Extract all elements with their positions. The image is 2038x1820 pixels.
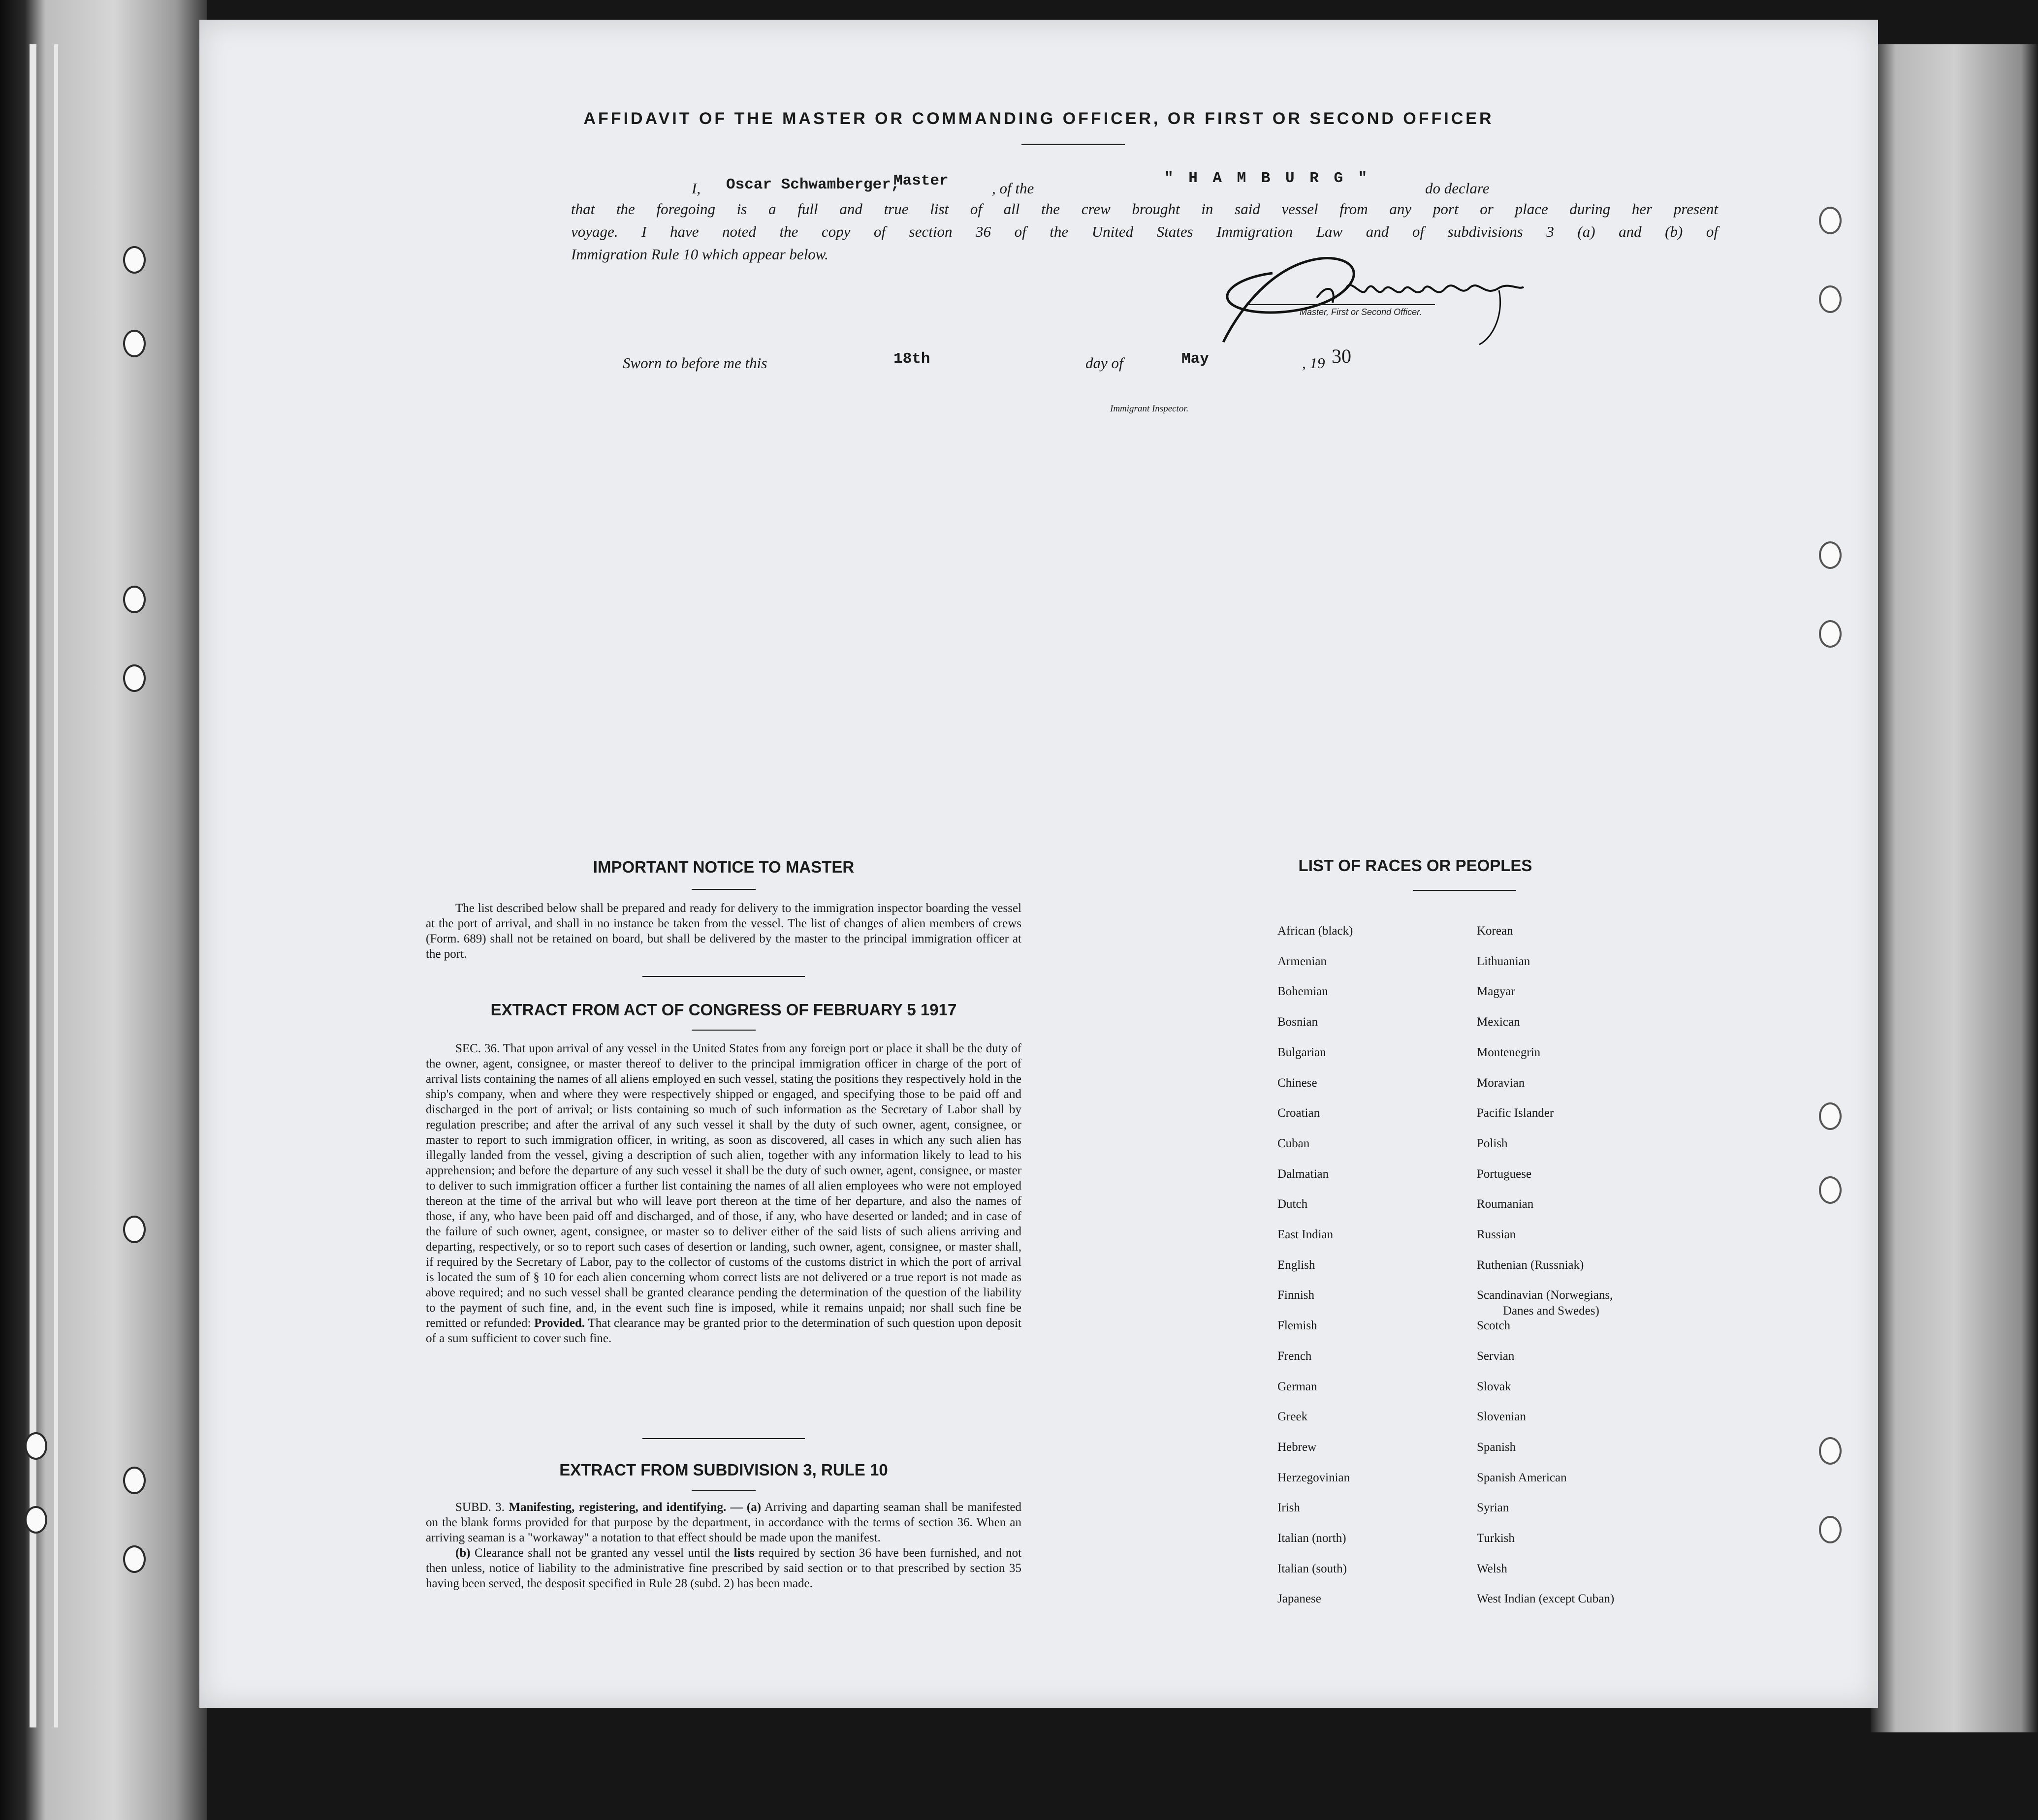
- race-right-item: Korean: [1477, 924, 1513, 938]
- notice-divider: [692, 889, 756, 890]
- race-right-item: Slovenian: [1477, 1410, 1526, 1424]
- race-left-item: Herzegovinian: [1277, 1471, 1350, 1484]
- punch-hole: [123, 246, 146, 274]
- declaration-line-3: voyage. I have noted the copy of section 36 of the United States Immigration Law and of subdivisions 3 (a) and (b) of: [571, 223, 1718, 240]
- act-title: EXTRACT FROM ACT OF CONGRESS OF FEBRUARY 5 1917: [490, 1001, 957, 1019]
- notice-body: The list described below shall be prepared and ready for delivery to the immigration inspector boarding the vessel at the port of arrival, and shall in no instance be taken from the vessel. The list of changes of alien members of crews (Form. 689) shall not be retained on board, but shall be delivered by the master to the principal immigration officer at the port.: [426, 902, 1021, 961]
- affidavit-title: AFFIDAVIT OF THE MASTER OR COMMANDING OFFICER, OR FIRST OR SECOND OFFICER: [583, 109, 1494, 128]
- affidavit-page: [199, 20, 1878, 1708]
- signer-caption-master: Master,: [1300, 307, 1329, 317]
- day-of-label: day of: [1085, 354, 1123, 372]
- vessel-name: " H A M B U R G ": [1164, 170, 1370, 187]
- do-declare-label: do declare: [1425, 180, 1490, 197]
- act-provided: Provided.: [534, 1317, 585, 1330]
- act-body-text: SEC. 36. That upon arrival of any vessel in the United States from any foreign port or place it shall be the duty of the owner, agent, consignee, or master thereof to deliver to the principal immigration officer in charge of the port of arrival lists containing the names of all aliens employed en such vessel, stating the positions they respectively hold in the ship's company, when and where they were respectively shipped or engaged, and specifying those to be paid off and discharged in the port of arrival; or lists containing so much of such information as the Secretary of Labor shall by regulation prescribe; and after the arrival of any such vessel it shall by the duty of such owner, agent, consignee, or master to report to such immigration officer, in writing, as soon as discovered, all cases in which any such alien has illegally landed from the vessel, giving a description of such alien, together with any information likely to lead to his apprehension; and before the departure of any such vessel it shall be the duty of such owner, agent, consignee, or master to deliver to such immigration officer a further list containing the names of all alien employees who were not employed thereon at the time of the arrival but who will leave port thereon at the time of her departure, and also the names of those, if any, who have been paid off and discharged, and of those, if any, who have deserted or landed; and in case of the failure of such owner, agent, consignee, or master so to deliver either of the said lists of such aliens arriving and departing, respectively, or so to report such cases of desertion or landing, such owner, agent, consignee, or master shall, if required by the Secretary of Labor, pay to the collector of customs of the customs district in which the port of arrival is located the sum of § 10 for each alien concerning whom correct lists are not delivered or a true report is not made as above required; and no such vessel shall be granted clearance pending the determination of the question of the liability to the payment of such fine, and, in the event such fine is imposed, while it remains unpaid; nor shall such fine be remitted or refunded:: [426, 1042, 1021, 1330]
- year-prefix: , 19: [1302, 354, 1325, 372]
- right-binder-edge: [1871, 44, 2038, 1732]
- race-right-item: Moravian: [1477, 1076, 1525, 1090]
- subd-a-body: Arriving and daparting seaman shall be manifested on the blank forms provided for that purpose by the department, in accordance with the terms of section 36. When an arriving seaman is a "workaway" a notation to that effect should be made upon the manifest.: [426, 1501, 1022, 1544]
- race-left-item: Hebrew: [1277, 1440, 1317, 1454]
- subdivision-divider: [692, 1490, 756, 1491]
- inspector-caption: Immigrant Inspector.: [1110, 404, 1189, 414]
- race-left-item: Finnish: [1277, 1288, 1315, 1302]
- year-handwritten: 30: [1332, 345, 1351, 367]
- race-left-item: Dalmatian: [1277, 1167, 1329, 1181]
- race-right-item: Pacific Islander: [1477, 1106, 1554, 1120]
- declaration-line-4: Immigration Rule 10 which appear below.: [571, 246, 828, 263]
- punch-hole: [1819, 285, 1842, 313]
- punch-hole: [1819, 1102, 1842, 1130]
- subdivision-para-a: [426, 1500, 1021, 1545]
- race-right-item: Montenegrin: [1477, 1045, 1541, 1059]
- race-right-item: Syrian: [1477, 1501, 1509, 1515]
- race-left-item: Armenian: [1277, 954, 1327, 968]
- race-left-item: East Indian: [1277, 1228, 1334, 1241]
- race-left-item: Chinese: [1277, 1076, 1317, 1090]
- race-right-item: Magyar: [1477, 985, 1515, 999]
- punch-hole: [25, 1432, 47, 1460]
- sworn-label: Sworn to before me this: [623, 354, 767, 372]
- race-left-item: Bohemian: [1277, 985, 1328, 999]
- declarant-prefix: I,: [692, 180, 701, 197]
- race-left-item: African (black): [1277, 924, 1353, 938]
- act-body-end: That clearance may be granted prior to the determination of such question upon deposit of a sum sufficient to cover such fine.: [426, 1317, 1021, 1345]
- race-right-item: Lithuanian: [1477, 954, 1530, 968]
- race-right-item: Turkish: [1477, 1532, 1515, 1545]
- subdivision-title: EXTRACT FROM SUBDIVISION 3, RULE 10: [559, 1461, 888, 1479]
- race-right-item: Russian: [1477, 1228, 1516, 1241]
- race-left-item: Cuban: [1277, 1136, 1310, 1150]
- of-the-label: , of the: [992, 180, 1034, 197]
- declarant-rank: Master: [893, 172, 949, 189]
- subd-lead: SUBD. 3.: [455, 1501, 505, 1514]
- master-signature: [1204, 244, 1528, 352]
- section-divider: [642, 1438, 805, 1439]
- section-divider: [642, 976, 805, 977]
- race-right-item: Spanish: [1477, 1440, 1516, 1454]
- race-right-item: Welsh: [1477, 1562, 1507, 1575]
- punch-hole: [1819, 1516, 1842, 1543]
- race-left-item: Dutch: [1277, 1197, 1308, 1211]
- race-left-item: Flemish: [1277, 1319, 1317, 1333]
- signature-line: [1248, 304, 1435, 305]
- signer-caption-officer: First or Second Officer.: [1331, 307, 1422, 317]
- punch-hole: [123, 664, 146, 692]
- subdivision-para-b: [426, 1545, 1021, 1591]
- punch-hole: [123, 330, 146, 357]
- notice-title: IMPORTANT NOTICE TO MASTER: [593, 858, 855, 876]
- sworn-day: 18th: [893, 350, 930, 368]
- race-left-item: Irish: [1277, 1501, 1300, 1515]
- race-right-item: Scandinavian (Norwegians,: [1477, 1288, 1613, 1302]
- act-divider: [692, 1030, 756, 1031]
- act-body: [426, 1041, 1021, 1346]
- subd-b-lists: lists: [733, 1546, 755, 1560]
- punch-hole: [1819, 620, 1842, 648]
- race-left-item: Italian (south): [1277, 1562, 1347, 1575]
- punch-hole: [25, 1506, 47, 1534]
- binder-strip: [30, 44, 36, 1727]
- binder-strip: [54, 44, 58, 1727]
- subd-b-pre: Clearance shall not be granted any vessel until the: [474, 1546, 730, 1560]
- left-binder-edge: [0, 0, 207, 1820]
- subd-heading: Manifesting, registering, and identifying.: [509, 1501, 727, 1514]
- race-scandinavian-continued: Danes and Swedes): [1503, 1304, 1599, 1318]
- races-title: LIST OF RACES OR PEOPLES: [1298, 856, 1532, 875]
- race-left-item: English: [1277, 1258, 1315, 1272]
- race-right-item: Portuguese: [1477, 1167, 1532, 1181]
- declaration-line-2: that the foregoing is a full and true list of all the crew brought in said vessel from any port or place during her present: [571, 200, 1718, 218]
- sworn-month: May: [1181, 350, 1209, 368]
- punch-hole: [123, 1545, 146, 1573]
- races-divider: [1413, 890, 1516, 891]
- race-left-item: Greek: [1277, 1410, 1308, 1424]
- race-right-item: Spanish American: [1477, 1471, 1567, 1484]
- punch-hole: [123, 1467, 146, 1494]
- race-left-item: Japanese: [1277, 1592, 1321, 1606]
- race-left-item: Bosnian: [1277, 1015, 1318, 1029]
- punch-hole: [123, 586, 146, 613]
- race-right-item: Polish: [1477, 1136, 1508, 1150]
- race-right-item: Mexican: [1477, 1015, 1520, 1029]
- subd-a: — (a): [730, 1501, 762, 1514]
- punch-hole: [1819, 1437, 1842, 1465]
- subdivision-body: [426, 1500, 1021, 1591]
- subd-b: (b): [455, 1546, 471, 1560]
- punch-hole: [1819, 1176, 1842, 1204]
- declarant-name: Oscar Schwamberger,: [726, 176, 900, 193]
- race-left-item: Bulgarian: [1277, 1045, 1326, 1059]
- race-right-item: Ruthenian (Russniak): [1477, 1258, 1584, 1272]
- race-right-item: Slovak: [1477, 1380, 1511, 1393]
- punch-hole: [1819, 541, 1842, 569]
- race-right-item: Servian: [1477, 1349, 1515, 1363]
- race-left-item: French: [1277, 1349, 1312, 1363]
- race-right-item: Roumanian: [1477, 1197, 1534, 1211]
- signer-caption: [1300, 307, 1422, 317]
- subd-b-body: required by section 36 have been furnished, and not then unless, notice of liability to the administrative fine prescribed by said section or to that prescribed by section 35 having been served, the desposit specified in Rule 28 (subd. 2) has been made.: [426, 1546, 1022, 1590]
- race-left-item: Italian (north): [1277, 1532, 1346, 1545]
- punch-hole: [123, 1216, 146, 1243]
- race-right-item: Scotch: [1477, 1319, 1511, 1333]
- punch-hole: [1819, 207, 1842, 234]
- race-left-item: Croatian: [1277, 1106, 1320, 1120]
- race-left-item: German: [1277, 1380, 1317, 1393]
- title-divider: [1021, 144, 1125, 145]
- race-right-item: West Indian (except Cuban): [1477, 1592, 1615, 1606]
